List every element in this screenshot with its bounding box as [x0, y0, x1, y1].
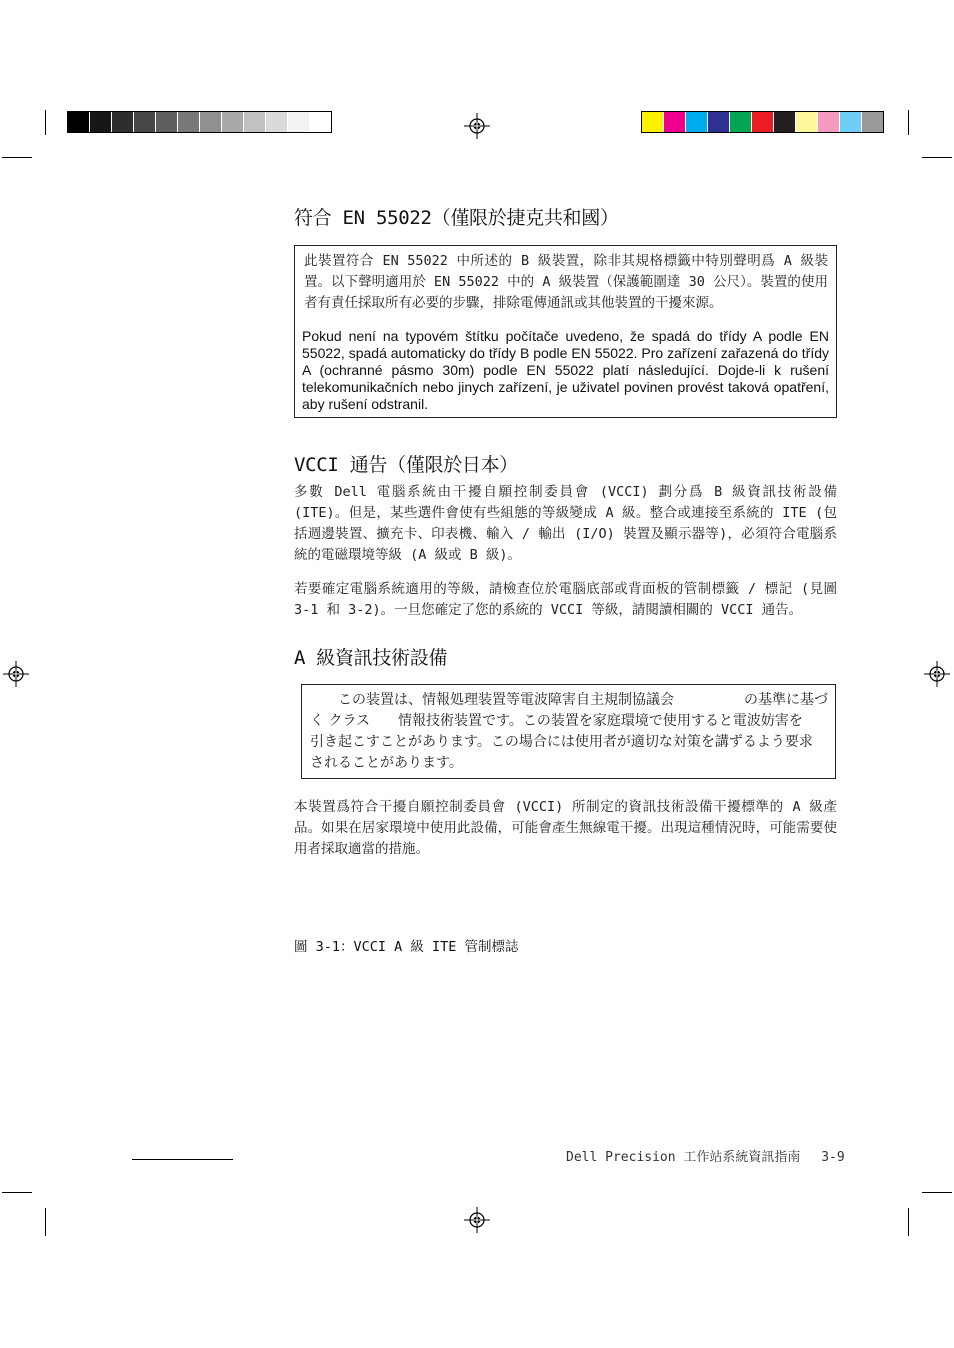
grayscale-swatch — [222, 112, 244, 132]
grayscale-swatch — [90, 112, 112, 132]
czech-notice-box — [294, 245, 837, 418]
section-heading-czech: 符合 EN 55022（僅限於捷克共和國） — [294, 207, 619, 229]
grayscale-bar — [67, 111, 332, 133]
czech-notice-chinese-text: 此裝置符合 EN 55022 中所述的 B 級裝置，除非其規格標籤中特別聲明爲 A 級裝置。以下聲明適用於 EN 55022 中的 A 級裝置（保護範圍達 30 公尺）。裝置的使用者有責任採取所有必要的步驟，排除電傳通訊或其他裝置的干擾來源。 — [304, 253, 828, 311]
footer-rule — [132, 1159, 233, 1160]
section-heading-class-a: A 級資訊技術設備 — [294, 647, 448, 669]
color-swatch — [642, 112, 664, 132]
color-swatch — [840, 112, 862, 132]
registration-mark-icon — [464, 1207, 490, 1233]
color-bar — [641, 111, 884, 133]
section-heading-vcci: VCCI 通告（僅限於日本） — [294, 454, 518, 476]
crop-mark — [45, 110, 46, 135]
grayscale-swatch — [134, 112, 156, 132]
vcci-paragraph-1: 多數 Dell 電腦系統由干擾自願控制委員會 (VCCI) 劃分爲 B 級資訊技術設備 (ITE)。但是，某些選件會使有些組態的等級變成 A 級。整合或連接至系統的 ITE (包括週邊裝置、擴充卡、印表機、輸入 / 輸出 (I/O) 裝置及顯示器等)，必須符合電腦系統的電磁環境等級 (A 級或 B 級)。 — [294, 484, 837, 563]
crop-mark — [922, 157, 952, 158]
class-a-paragraph: 本裝置爲符合干擾自願控制委員會 (VCCI) 所制定的資訊技術設備干擾標準的 A 級產品。如果在居家環境中使用此設備，可能會產生無線電干擾。出現這種情況時，可能需要使用者採取適當的措施。 — [294, 799, 837, 857]
crop-mark — [908, 110, 909, 135]
grayscale-swatch — [310, 112, 331, 132]
registration-mark-icon — [3, 661, 29, 687]
japanese-notice-line: この装置は、情報処理装置等電波障害自主規制協議会 の基準に基づ — [338, 692, 828, 708]
grayscale-swatch — [178, 112, 200, 132]
color-swatch — [796, 112, 818, 132]
japanese-notice-line: く クラス 情報技術装置です。この装置を家庭環境で使用すると電波妨害を — [310, 713, 803, 729]
grayscale-swatch — [156, 112, 178, 132]
color-swatch — [774, 112, 796, 132]
page-footer: Dell Precision 工作站系統資訊指南 3-9 — [566, 1150, 845, 1165]
registration-mark-icon — [464, 113, 490, 139]
crop-mark — [45, 1208, 46, 1236]
japanese-notice-line: されることがあります。 — [310, 755, 463, 771]
crop-mark — [922, 1192, 952, 1193]
color-swatch — [708, 112, 730, 132]
registration-mark-icon — [924, 661, 950, 687]
grayscale-swatch — [288, 112, 310, 132]
grayscale-swatch — [200, 112, 222, 132]
crop-mark — [2, 157, 32, 158]
japanese-notice-box — [301, 684, 836, 779]
color-swatch — [862, 112, 883, 132]
vcci-paragraph-2: 若要確定電腦系統適用的等級，請檢查位於電腦底部或背面板的管制標籤 / 標記 (見圖 3-1 和 3-2)。一旦您確定了您的系統的 VCCI 等級，請閱讀相關的 VCCI 通告。 — [294, 581, 837, 618]
grayscale-swatch — [244, 112, 266, 132]
crop-mark — [908, 1208, 909, 1236]
figure-caption: 圖 3-1：VCCI A 級 ITE 管制標誌 — [294, 939, 519, 955]
color-swatch — [686, 112, 708, 132]
color-swatch — [664, 112, 686, 132]
crop-mark — [2, 1192, 32, 1193]
color-swatch — [752, 112, 774, 132]
color-swatch — [730, 112, 752, 132]
japanese-notice-line: 引き起こすことがあります。この場合には使用者が適切な対策を講ずるよう要求 — [310, 734, 813, 750]
czech-notice-czech-text: Pokud není na typovém štítku počítače uvedeno, že spadá do třídy A podle EN 55022, spadá automaticky do třídy B podle EN 55022. Pro zařízení zařazená do třídy A (ochranné pásmo 30m) podle EN 55022 platí následující. Dojde-li k rušení telekomunikačních nebo jinych zařízení, je uživatel povinen provést taková opatření, aby rušení odstranil. — [302, 328, 829, 412]
grayscale-swatch — [266, 112, 288, 132]
grayscale-swatch — [112, 112, 134, 132]
grayscale-swatch — [68, 112, 90, 132]
color-swatch — [818, 112, 840, 132]
